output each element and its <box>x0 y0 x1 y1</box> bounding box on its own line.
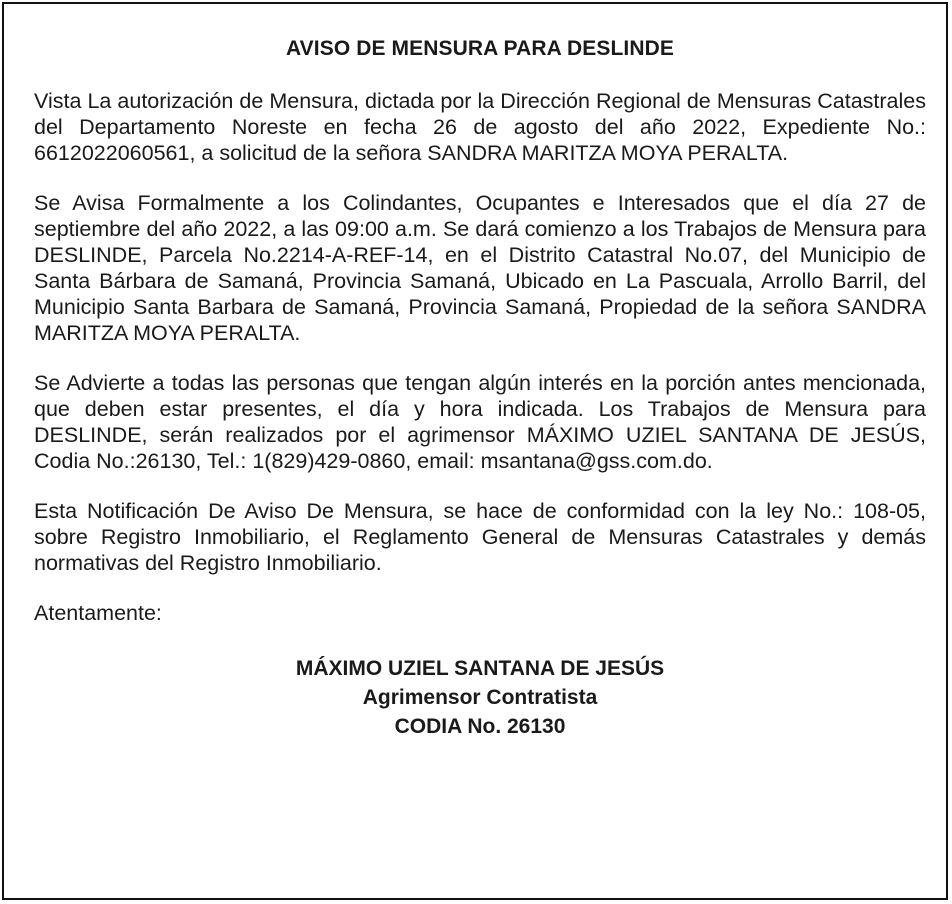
paragraph-legal-basis: Esta Notificación De Aviso De Mensura, se hace de conformidad con la ley No.: 108-05, sobre Registro Inmobiliario, el Reglamento General de Mensuras Catastrales y demás normativas del Registro Inmobiliario. <box>34 499 926 575</box>
greeting: Atentamente: <box>34 601 162 625</box>
paragraph-formal-notice: Se Avisa Formalmente a los Colindantes, Ocupantes e Interesados que el día 27 de septiembre del año 2022, a las 09:00 a.m. Se dará comienzo a los Trabajos de Mensura para DESLINDE, Parcela No.2214-A-REF-14, en el Distrito Catastral No.07, del Municipio de Santa Bárbara de Samaná, Provincia Samaná, Ubicado en La Pascuala, Arrollo Barril, del Municipio Santa Barbara de Samaná, Provincia Samaná, Propiedad de la señora SANDRA MARITZA MOYA PERALTA. <box>34 191 926 345</box>
notice-frame <box>2 2 948 900</box>
signature-codia: CODIA No. 26130 <box>394 715 566 738</box>
notice-title: AVISO DE MENSURA PARA DESLINDE <box>285 37 675 60</box>
signature-block <box>34 654 926 741</box>
notice-content <box>34 32 926 741</box>
paragraph-authorization: Vista La autorización de Mensura, dictada por la Dirección Regional de Mensuras Catastrales del Departamento Noreste en fecha 26 de agosto del año 2022, Expediente No.: 6612022060561, a solicitud de la señora SANDRA MARITZA MOYA PERALTA. <box>34 89 926 165</box>
paragraph-warning: Se Advierte a todas las personas que tengan algún interés en la porción antes mencionada, que deben estar presentes, el día y hora indicada. Los Trabajos de Mensura para DESLINDE, serán realizados por el agrimensor MÁXIMO UZIEL SANTANA DE JESÚS, Codia No.:26130, Tel.: 1(829)429-0860, email: msantana@gss.com.do. <box>34 371 926 473</box>
signature-name: MÁXIMO UZIEL SANTANA DE JESÚS <box>295 657 665 680</box>
signature-role: Agrimensor Contratista <box>362 686 598 709</box>
